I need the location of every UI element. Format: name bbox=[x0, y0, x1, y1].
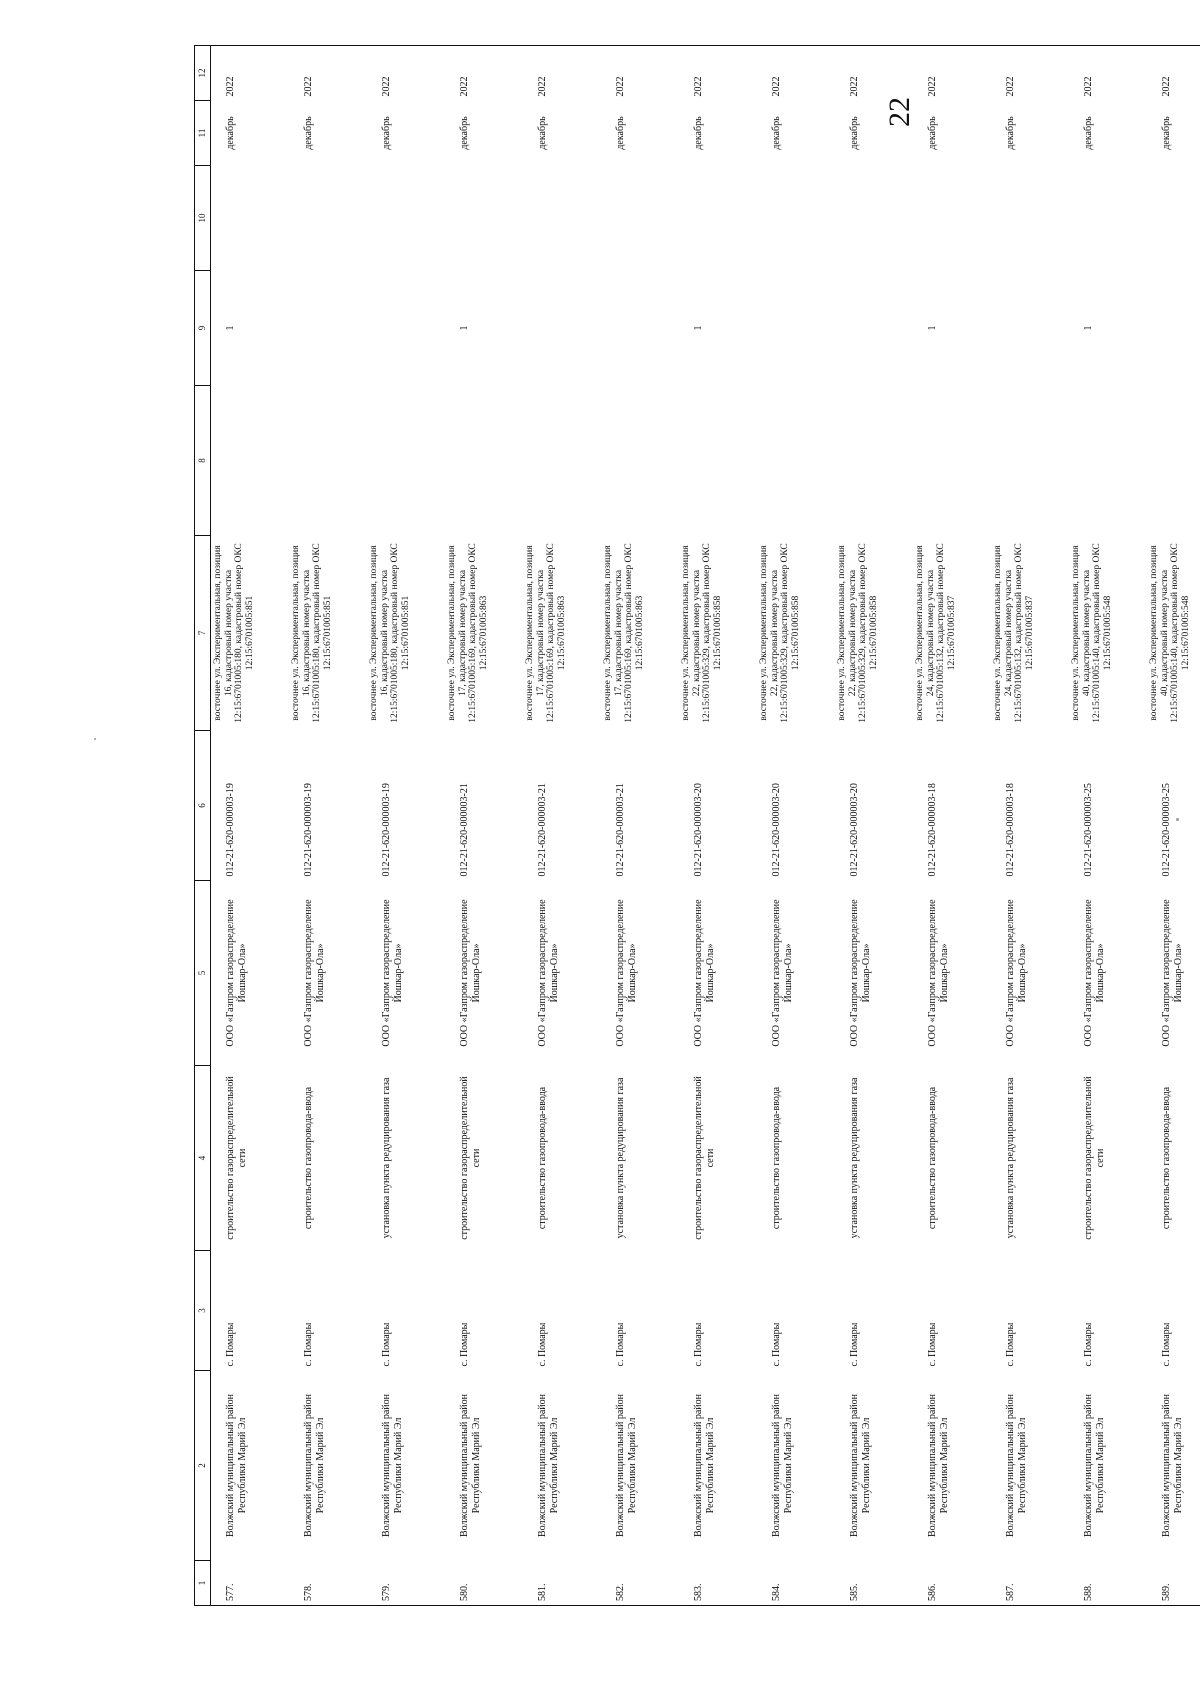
table-row bbox=[1147, 46, 1200, 1606]
year-cell: 2022 bbox=[367, 46, 445, 101]
organization-cell: ООО «Газпром газораспределение Йошкар-Ола» bbox=[693, 899, 716, 1047]
register-table-frame bbox=[194, 68, 1200, 1606]
settlement-cell: с. Помары bbox=[615, 1322, 626, 1367]
district-cell: Волжский муниципальный район Республики Марий Эл bbox=[537, 1394, 560, 1537]
organization-cell: ООО «Газпром газораспределение Йошкар-Ола» bbox=[771, 899, 794, 1047]
organization-cell: ООО «Газпром газораспределение Йошкар-Ола» bbox=[225, 899, 248, 1047]
month-cell: декабрь bbox=[381, 116, 392, 150]
district-cell: Волжский муниципальный район Республики Марий Эл bbox=[303, 1394, 326, 1537]
month-cell: декабрь bbox=[615, 116, 626, 150]
settlement-cell: с. Помары bbox=[381, 1322, 392, 1367]
month-cell: декабрь bbox=[1161, 116, 1172, 150]
column-header: 4 bbox=[195, 1066, 211, 1251]
registry-code-cell: 012-21-620-000003-20 bbox=[771, 783, 782, 877]
work-type-cell: установка пункта редуцирования газа bbox=[615, 1077, 626, 1239]
row-number: 580. bbox=[445, 1561, 523, 1606]
column-header: 11 bbox=[195, 101, 211, 166]
address-cell: восточнее ул. Экспериментальная, позиция 40, кадастровый номер участка 12:15:6701005:140, кадастровый номер ОКС 12:15:6701005:548 bbox=[1071, 543, 1113, 723]
column-8-cell bbox=[991, 386, 1069, 536]
month-cell: декабрь bbox=[849, 116, 860, 150]
column-header: 3 bbox=[195, 1251, 211, 1371]
organization-cell: ООО «Газпром газораспределение Йошкар-Ола» bbox=[1083, 899, 1106, 1047]
organization-cell: ООО «Газпром газораспределение Йошкар-Ола» bbox=[615, 899, 638, 1047]
column-9-cell: 1 bbox=[927, 325, 938, 331]
column-10-cell bbox=[445, 166, 523, 271]
year-cell: 2022 bbox=[523, 46, 601, 101]
register-table bbox=[194, 45, 1200, 1606]
settlement-cell: с. Помары bbox=[303, 1322, 314, 1367]
address-cell: восточнее ул. Экспериментальная, позиция 16, кадастровый номер участка 12:15:6701005:180, кадастровый номер ОКС 12:15:6701005:851 bbox=[369, 543, 411, 723]
work-type-cell: установка пункта редуцирования газа bbox=[849, 1077, 860, 1239]
work-type-cell: строительство газопровода-ввода bbox=[1161, 1086, 1172, 1230]
column-9-cell bbox=[523, 271, 601, 386]
column-10-cell bbox=[991, 166, 1069, 271]
column-8-cell bbox=[1069, 386, 1147, 536]
month-cell: декабрь bbox=[927, 116, 938, 150]
district-cell: Волжский муниципальный район Республики Марий Эл bbox=[615, 1394, 638, 1537]
column-header: 9 bbox=[195, 271, 211, 386]
organization-cell: ООО «Газпром газораспределение Йошкар-Ола» bbox=[459, 899, 482, 1047]
table-row bbox=[601, 46, 679, 1606]
settlement-cell: с. Помары bbox=[225, 1322, 236, 1367]
column-header: 6 bbox=[195, 731, 211, 881]
month-cell: декабрь bbox=[1005, 116, 1016, 150]
table-row bbox=[1069, 46, 1147, 1606]
row-number: 587. bbox=[991, 1561, 1069, 1606]
column-8-cell bbox=[1147, 386, 1200, 536]
column-9-cell: 1 bbox=[693, 325, 704, 331]
row-number: 577. bbox=[211, 1561, 290, 1606]
district-cell: Волжский муниципальный район Республики Марий Эл bbox=[225, 1394, 248, 1537]
settlement-cell: с. Помары bbox=[849, 1322, 860, 1367]
column-9-cell bbox=[367, 271, 445, 386]
rotated-table-container bbox=[194, 68, 1200, 1606]
column-9-cell bbox=[289, 271, 367, 386]
address-cell: восточнее ул. Экспериментальная, позиция 22, кадастровый номер участка 12:15:6701005:329, кадастровый номер ОКС 12:15:6701005:858 bbox=[681, 543, 723, 723]
work-type-cell: строительство газопровода-ввода bbox=[927, 1086, 938, 1230]
address-cell: восточнее ул. Экспериментальная, позиция 24, кадастровый номер участка 12:15:6701005:132, кадастровый номер ОКС 12:15:6701005:837 bbox=[993, 543, 1035, 723]
column-10-cell bbox=[289, 166, 367, 271]
month-cell: декабрь bbox=[1083, 116, 1094, 150]
year-cell: 2022 bbox=[601, 46, 679, 101]
row-number: 582. bbox=[601, 1561, 679, 1606]
registry-code-cell: 012-21-620-000003-25 bbox=[1083, 783, 1094, 877]
column-8-cell bbox=[367, 386, 445, 536]
month-cell: декабрь bbox=[537, 116, 548, 150]
work-type-cell: строительство газораспределительной сети bbox=[1083, 1076, 1106, 1240]
month-cell: декабрь bbox=[225, 116, 236, 150]
work-type-cell: установка пункта редуцирования газа bbox=[1005, 1077, 1016, 1239]
month-cell: декабрь bbox=[771, 116, 782, 150]
work-type-cell: строительство газопровода-ввода bbox=[771, 1086, 782, 1230]
table-row bbox=[523, 46, 601, 1606]
column-10-cell bbox=[913, 166, 991, 271]
work-type-cell: строительство газопровода-ввода bbox=[537, 1086, 548, 1230]
table-row bbox=[913, 46, 991, 1606]
organization-cell: ООО «Газпром газораспределение Йошкар-Ола» bbox=[849, 899, 872, 1047]
district-cell: Волжский муниципальный район Республики Марий Эл bbox=[1005, 1394, 1028, 1537]
table-row bbox=[445, 46, 523, 1606]
year-cell: 2022 bbox=[1069, 46, 1147, 101]
column-header: 10 bbox=[195, 166, 211, 271]
row-number: 588. bbox=[1069, 1561, 1147, 1606]
column-9-cell bbox=[991, 271, 1069, 386]
column-9-cell: 1 bbox=[225, 325, 236, 331]
column-9-cell: 1 bbox=[1083, 325, 1094, 331]
column-8-cell bbox=[679, 386, 757, 536]
organization-cell: ООО «Газпром газораспределение Йошкар-Ола» bbox=[1161, 899, 1184, 1047]
column-9-cell bbox=[757, 271, 835, 386]
address-cell: восточнее ул. Экспериментальная, позиция 16, кадастровый номер участка 12:15:6701005:180, кадастровый номер ОКС 12:15:6701005:851 bbox=[213, 543, 255, 723]
address-cell: восточнее ул. Экспериментальная, позиция 22, кадастровый номер участка 12:15:6701005:329, кадастровый номер ОКС 12:15:6701005:858 bbox=[759, 543, 801, 723]
work-type-cell: установка пункта редуцирования газа bbox=[381, 1077, 392, 1239]
address-cell: восточнее ул. Экспериментальная, позиция 17, кадастровый номер участка 12:15:6701005:169, кадастровый номер ОКС 12:15:6701005:863 bbox=[447, 543, 489, 723]
work-type-cell: строительство газораспределительной сети bbox=[693, 1076, 716, 1240]
address-cell: восточнее ул. Экспериментальная, позиция 17, кадастровый номер участка 12:15:6701005:169, кадастровый номер ОКС 12:15:6701005:863 bbox=[603, 543, 645, 723]
address-cell: восточнее ул. Экспериментальная, позиция 22, кадастровый номер участка 12:15:6701005:329, кадастровый номер ОКС 12:15:6701005:858 bbox=[837, 543, 879, 723]
address-cell: восточнее ул. Экспериментальная, позиция 16, кадастровый номер участка 12:15:6701005:180, кадастровый номер ОКС 12:15:6701005:851 bbox=[291, 543, 333, 723]
column-number-row bbox=[195, 46, 211, 1606]
column-10-cell bbox=[211, 166, 290, 271]
column-8-cell bbox=[601, 386, 679, 536]
year-cell: 2022 bbox=[445, 46, 523, 101]
scan-speck bbox=[94, 738, 96, 740]
work-type-cell: строительство газораспределительной сети bbox=[459, 1076, 482, 1240]
organization-cell: ООО «Газпром газораспределение Йошкар-Ола» bbox=[537, 899, 560, 1047]
column-9-cell bbox=[835, 271, 913, 386]
district-cell: Волжский муниципальный район Республики Марий Эл bbox=[771, 1394, 794, 1537]
table-row bbox=[757, 46, 835, 1606]
district-cell: Волжский муниципальный район Республики Марий Эл bbox=[1083, 1394, 1106, 1537]
month-cell: декабрь bbox=[303, 116, 314, 150]
year-cell: 2022 bbox=[835, 46, 913, 101]
registry-code-cell: 012-21-620-000003-21 bbox=[537, 783, 548, 877]
row-number: 589. bbox=[1147, 1561, 1200, 1606]
year-cell: 2022 bbox=[913, 46, 991, 101]
row-number: 578. bbox=[289, 1561, 367, 1606]
organization-cell: ООО «Газпром газораспределение Йошкар-Ола» bbox=[1005, 899, 1028, 1047]
organization-cell: ООО «Газпром газораспределение Йошкар-Ола» bbox=[303, 899, 326, 1047]
settlement-cell: с. Помары bbox=[1005, 1322, 1016, 1367]
column-header: 2 bbox=[195, 1371, 211, 1561]
year-cell: 2022 bbox=[1147, 46, 1200, 101]
registry-code-cell: 012-21-620-000003-20 bbox=[849, 783, 860, 877]
column-header: 1 bbox=[195, 1561, 211, 1606]
settlement-cell: с. Помары bbox=[927, 1322, 938, 1367]
settlement-cell: с. Помары bbox=[537, 1322, 548, 1367]
column-header: 5 bbox=[195, 881, 211, 1066]
column-header: 8 bbox=[195, 386, 211, 536]
column-9-cell bbox=[1147, 271, 1200, 386]
registry-code-cell: 012-21-620-000003-19 bbox=[303, 783, 314, 877]
registry-code-cell: 012-21-620-000003-20 bbox=[693, 783, 704, 877]
table-row bbox=[289, 46, 367, 1606]
organization-cell: ООО «Газпром газораспределение Йошкар-Ола» bbox=[927, 899, 950, 1047]
work-type-cell: строительство газораспределительной сети bbox=[225, 1076, 248, 1240]
district-cell: Волжский муниципальный район Республики Марий Эл bbox=[927, 1394, 950, 1537]
year-cell: 2022 bbox=[991, 46, 1069, 101]
district-cell: Волжский муниципальный район Республики Марий Эл bbox=[381, 1394, 404, 1537]
registry-code-cell: 012-21-620-000003-21 bbox=[615, 783, 626, 877]
registry-code-cell: 012-21-620-000003-21 bbox=[459, 783, 470, 877]
column-8-cell bbox=[445, 386, 523, 536]
column-8-cell bbox=[913, 386, 991, 536]
district-cell: Волжский муниципальный район Республики Марий Эл bbox=[1161, 1394, 1184, 1537]
row-number: 586. bbox=[913, 1561, 991, 1606]
column-10-cell bbox=[679, 166, 757, 271]
column-8-cell bbox=[523, 386, 601, 536]
column-8-cell bbox=[757, 386, 835, 536]
settlement-cell: с. Помары bbox=[1083, 1322, 1094, 1367]
settlement-cell: с. Помары bbox=[459, 1322, 470, 1367]
column-8-cell bbox=[211, 386, 290, 536]
settlement-cell: с. Помары bbox=[1161, 1322, 1172, 1367]
page-number: 22 bbox=[883, 97, 916, 127]
district-cell: Волжский муниципальный район Республики Марий Эл bbox=[849, 1394, 872, 1537]
row-number: 579. bbox=[367, 1561, 445, 1606]
settlement-cell: с. Помары bbox=[693, 1322, 704, 1367]
registry-code-cell: 012-21-620-000003-19 bbox=[381, 783, 392, 877]
settlement-cell: с. Помары bbox=[771, 1322, 782, 1367]
row-number: 584. bbox=[757, 1561, 835, 1606]
row-number: 581. bbox=[523, 1561, 601, 1606]
column-10-cell bbox=[367, 166, 445, 271]
column-header: 7 bbox=[195, 536, 211, 731]
column-9-cell: 1 bbox=[459, 325, 470, 331]
column-9-cell bbox=[601, 271, 679, 386]
address-cell: восточнее ул. Экспериментальная, позиция 40, кадастровый номер участка 12:15:6701005:140, кадастровый номер ОКС 12:15:6701005:548 bbox=[1149, 543, 1191, 723]
month-cell: декабрь bbox=[693, 116, 704, 150]
address-cell: восточнее ул. Экспериментальная, позиция 17, кадастровый номер участка 12:15:6701005:169, кадастровый номер ОКС 12:15:6701005:863 bbox=[525, 543, 567, 723]
row-number: 585. bbox=[835, 1561, 913, 1606]
address-cell: восточнее ул. Экспериментальная, позиция 24, кадастровый номер участка 12:15:6701005:132, кадастровый номер ОКС 12:15:6701005:837 bbox=[915, 543, 957, 723]
table-row bbox=[679, 46, 757, 1606]
row-number: 583. bbox=[679, 1561, 757, 1606]
organization-cell: ООО «Газпром газораспределение Йошкар-Ола» bbox=[381, 899, 404, 1047]
column-10-cell bbox=[835, 166, 913, 271]
district-cell: Волжский муниципальный район Республики Марий Эл bbox=[459, 1394, 482, 1537]
table-row bbox=[991, 46, 1069, 1606]
registry-code-cell: 012-21-620-000003-18 bbox=[927, 783, 938, 877]
column-8-cell bbox=[835, 386, 913, 536]
registry-code-cell: 012-21-620-000003-19 bbox=[225, 783, 236, 877]
registry-code-cell: 012-21-620-000003-18 bbox=[1005, 783, 1016, 877]
registry-code-cell: 012-21-620-000003-25 bbox=[1161, 783, 1172, 877]
year-cell: 2022 bbox=[679, 46, 757, 101]
column-10-cell bbox=[1069, 166, 1147, 271]
column-10-cell bbox=[523, 166, 601, 271]
column-10-cell bbox=[1147, 166, 1200, 271]
table-row bbox=[211, 46, 290, 1606]
year-cell: 2022 bbox=[211, 46, 290, 101]
month-cell: декабрь bbox=[459, 116, 470, 150]
column-8-cell bbox=[289, 386, 367, 536]
table-row bbox=[835, 46, 913, 1606]
year-cell: 2022 bbox=[289, 46, 367, 101]
year-cell: 2022 bbox=[757, 46, 835, 101]
district-cell: Волжский муниципальный район Республики Марий Эл bbox=[693, 1394, 716, 1537]
work-type-cell: строительство газопровода-ввода bbox=[303, 1086, 314, 1230]
table-row bbox=[367, 46, 445, 1606]
column-header: 12 bbox=[195, 46, 211, 101]
column-10-cell bbox=[601, 166, 679, 271]
column-10-cell bbox=[757, 166, 835, 271]
scan-speck bbox=[1176, 818, 1179, 821]
